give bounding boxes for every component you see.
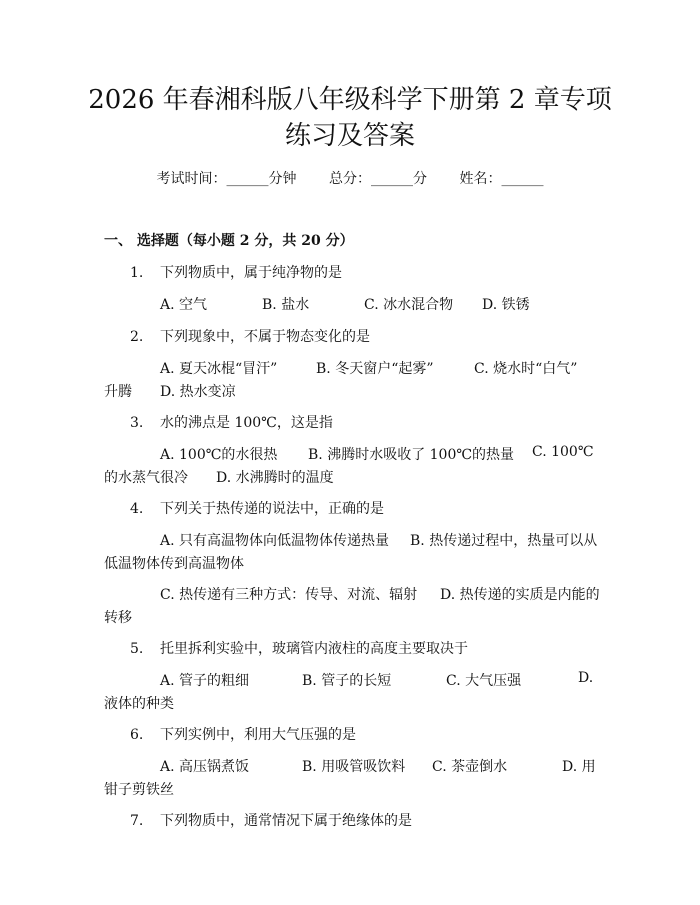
option-d-continued: 液体的种类 (104, 696, 174, 712)
question-3 (130, 412, 333, 432)
exam-time: 考试时间：______分钟 (156, 171, 297, 187)
option-d: D. 水沸腾时的温度 (216, 470, 334, 486)
option-d: D. 热传递的实质是内能的 (440, 587, 600, 603)
question-number: 3. (130, 415, 144, 431)
question-5 (130, 638, 468, 658)
option-d: D. 铁锈 (482, 297, 530, 313)
option-a: A. 空气 (160, 297, 208, 313)
question-number: 5. (130, 641, 144, 657)
question-4 (130, 498, 384, 518)
option-c: C. 冰水混合物 (364, 297, 454, 313)
question-number: 6. (130, 727, 144, 743)
question-1 (130, 262, 342, 282)
page-title: 2026 年春湘科版八年级科学下册第 2 章专项 (88, 85, 612, 115)
option-a: A. 只有高温物体向低温物体传递热量 (160, 533, 390, 549)
option-b: B. 管子的长短 (302, 673, 392, 689)
total-score: 总分：______分 (329, 171, 427, 187)
option-a: A. 高压锅煮饭 (160, 759, 250, 775)
exam-meta (0, 168, 700, 188)
option-d: D. (578, 670, 594, 686)
question-number: 7. (130, 813, 144, 829)
option-c: C. 100℃ (532, 444, 594, 460)
page-title-line2: 练习及答案 (284, 121, 415, 151)
option-d: D. 热水变凉 (160, 384, 236, 400)
question-number: 4. (130, 501, 144, 517)
student-name: 姓名：______ (459, 171, 544, 187)
option-a: A. 夏天冰棍“冒汗” (160, 361, 278, 377)
option-d-continued: 转移 (104, 610, 132, 626)
option-b: B. 用吸管吸饮料 (302, 759, 406, 775)
option-c-continued: 的水蒸气很冷 (104, 470, 188, 486)
question-number: 2. (130, 329, 144, 345)
question-number: 1. (130, 265, 144, 281)
question-text: 下列关于热传递的说法中，正确的是 (160, 501, 384, 517)
option-b: B. 盐水 (262, 297, 310, 313)
option-b: B. 热传递过程中，热量可以从 (410, 533, 598, 549)
option-a: A. 管子的粗细 (160, 673, 250, 689)
option-b: B. 沸腾时水吸收了 100℃的热量 (308, 447, 515, 463)
question-text: 水的沸点是 100℃，这是指 (160, 415, 333, 431)
option-d-continued: 钳子剪铁丝 (104, 782, 174, 798)
option-b: B. 冬天窗户“起雾” (316, 361, 434, 377)
question-text: 下列实例中，利用大气压强的是 (160, 727, 356, 743)
question-2 (130, 326, 370, 346)
option-b-continued: 低温物体传到高温物体 (104, 556, 244, 572)
section-heading: 一、 选择题（每小题 2 分，共 20 分） (104, 233, 354, 249)
option-d: D. 用 (562, 759, 596, 775)
question-text: 下列物质中，属于纯净物的是 (160, 265, 342, 281)
question-text: 下列物质中，通常情况下属于绝缘体的是 (160, 813, 412, 829)
question-6 (130, 724, 356, 744)
option-c-continued: 升腾 (104, 384, 132, 400)
option-c: C. 烧水时“白气” (474, 361, 578, 377)
option-c: C. 大气压强 (446, 673, 522, 689)
question-7 (130, 810, 412, 830)
question-text: 下列现象中，不属于物态变化的是 (160, 329, 370, 345)
question-text: 托里拆利实验中，玻璃管内液柱的高度主要取决于 (160, 641, 468, 657)
option-a: A. 100℃的水很热 (160, 447, 278, 463)
option-c: C. 茶壶倒水 (432, 759, 508, 775)
option-c: C. 热传递有三种方式：传导、对流、辐射 (160, 587, 418, 603)
